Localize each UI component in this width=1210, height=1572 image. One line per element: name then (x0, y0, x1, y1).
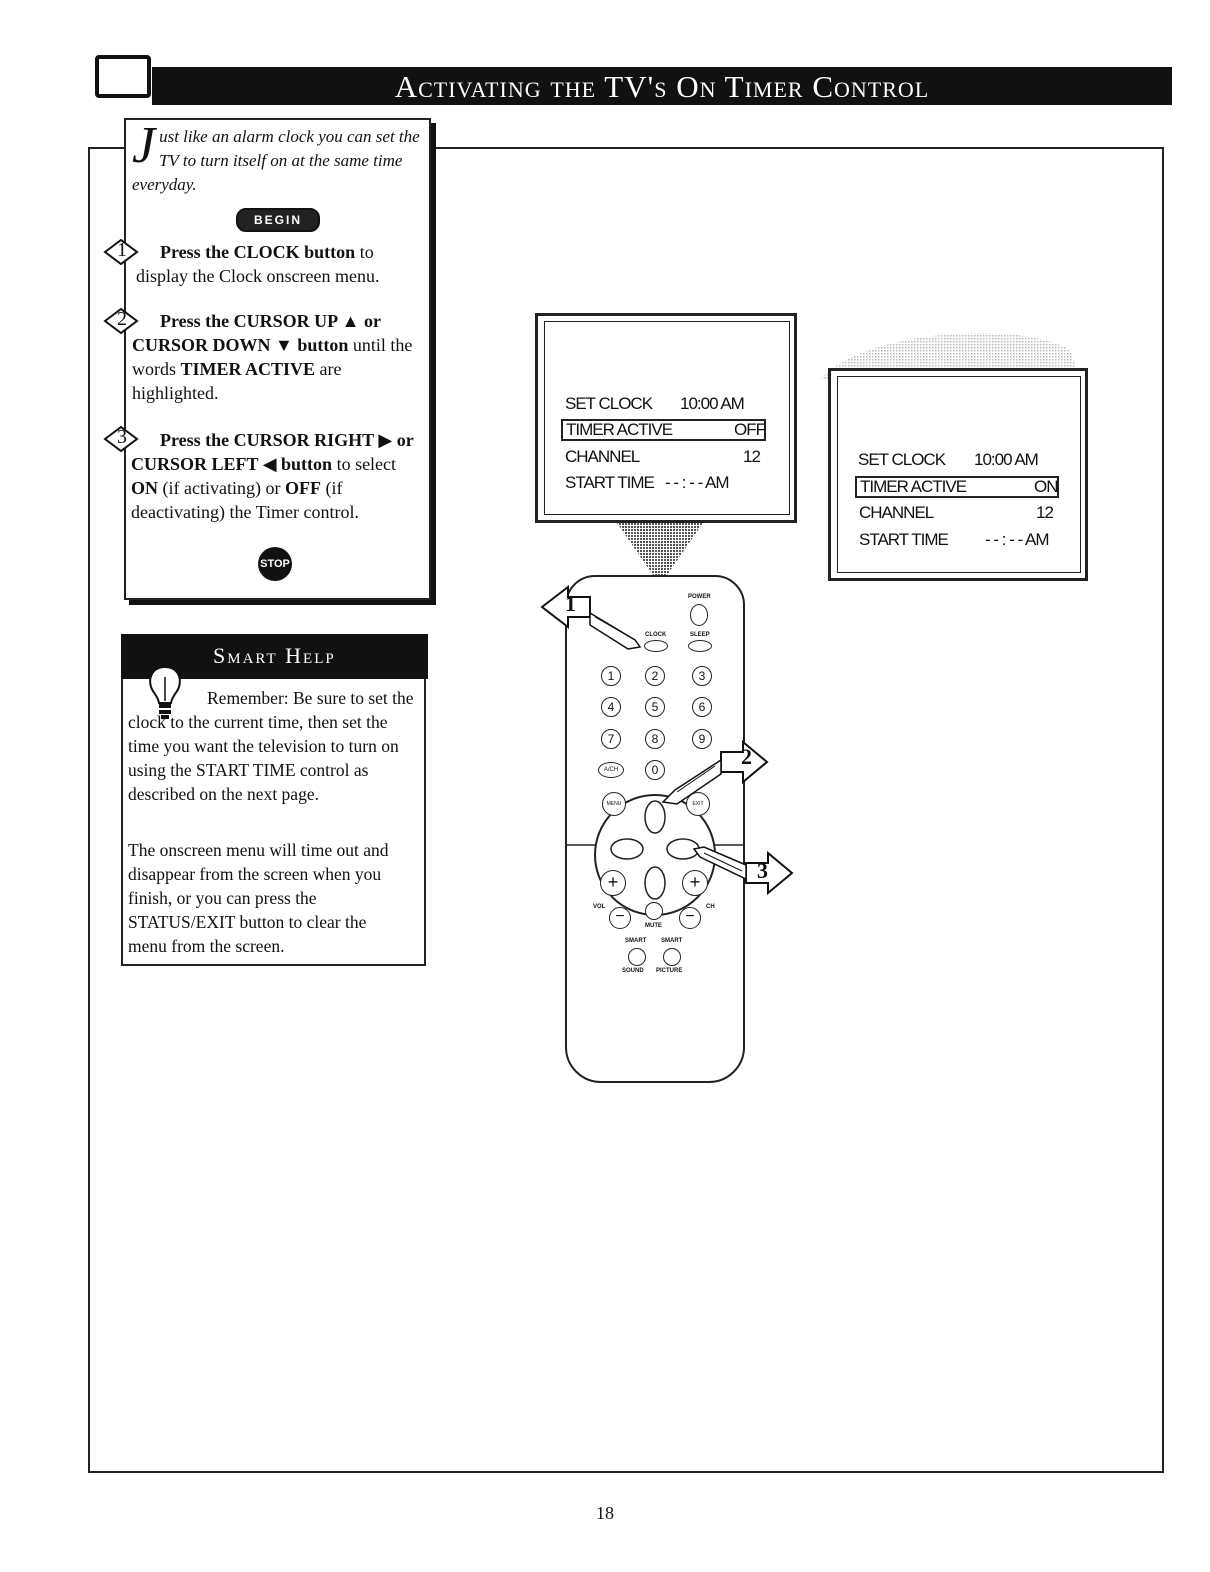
screen-1-row-value: - - : - - AM (665, 473, 729, 492)
screen-beam (610, 520, 710, 580)
screen-2-row-label: SET CLOCK (858, 450, 946, 469)
menu-button[interactable]: MENU (602, 792, 626, 816)
step-2-bold: Press the CURSOR UP ▲ or CURSOR DOWN ▼ button (132, 311, 381, 355)
digit-8-button[interactable]: 8 (645, 729, 665, 749)
step-3-bold2: ON (131, 478, 158, 498)
digit-5-button[interactable]: 5 (645, 697, 665, 717)
step-3-bold3: OFF (284, 478, 321, 498)
power-label: POWER (688, 594, 711, 600)
step-2-rest: until the words (132, 335, 413, 379)
power-button[interactable] (690, 604, 708, 626)
stop-icon: STOP (258, 547, 292, 581)
smart-help-paragraph-2: The onscreen menu will time out and disappear from the screen when you finish, or you can press the STATUS/EXIT button to clear the menu from the screen. (128, 840, 389, 956)
smart-help-title: Smart Help (213, 643, 336, 668)
step-2-text (132, 309, 422, 405)
digit-1-button[interactable]: 1 (601, 666, 621, 686)
channel-down-button[interactable]: − (679, 907, 701, 929)
callout-1-number: 1 (565, 591, 576, 616)
digit-4-button[interactable]: 4 (601, 697, 621, 717)
screen-1-row-value: OFF (734, 420, 765, 439)
screen-1-row-label: SET CLOCK (565, 394, 653, 413)
screen-2-row-value: ON (1034, 477, 1058, 496)
clock-label: CLOCK (645, 632, 667, 638)
step-2-rest2: are highlighted. (132, 359, 342, 403)
screen-2-row-label: START TIME (859, 530, 948, 549)
ch-label: CH (706, 904, 715, 910)
channel-up-button[interactable]: + (682, 870, 708, 896)
screen-1-row-label: START TIME (565, 473, 654, 492)
screen-2-row-value: - - : - - AM (985, 530, 1049, 549)
sound-label: SOUND (622, 968, 644, 974)
callout-2-number: 2 (741, 744, 752, 769)
step-1-number: 1 (117, 239, 127, 261)
smart-sound-label-top: SMART (625, 938, 647, 944)
callout-3-number: 3 (757, 858, 768, 883)
smart-sound-button[interactable] (628, 948, 646, 966)
sleep-label: SLEEP (690, 632, 710, 638)
step-1-rest: to display the Clock onscreen menu. (136, 242, 380, 286)
digit-9-button[interactable]: 9 (692, 729, 712, 749)
picture-label: PICTURE (656, 968, 683, 974)
digit-0-button[interactable]: 0 (645, 760, 665, 780)
page-title: Activating the TV's On Timer Control (152, 67, 1172, 105)
tv-icon (95, 55, 151, 98)
screen-1-row-label: CHANNEL (565, 447, 640, 466)
screen-2-row-label: CHANNEL (859, 503, 934, 522)
step-2-number: 2 (117, 308, 127, 330)
step-1-text (136, 240, 421, 288)
digit-3-button[interactable]: 3 (692, 666, 712, 686)
screen-2-row-value: 10:00 AM (974, 450, 1038, 469)
step-3-rest2: (if activating) or (158, 478, 285, 498)
smart-picture-label-top: SMART (661, 938, 683, 944)
screen-1-row-value: 10:00 AM (680, 394, 744, 413)
screen-2-row-value: 12 (1036, 503, 1053, 522)
step-3-text (131, 428, 423, 524)
step-3-bold: Press the CURSOR RIGHT ▶ or CURSOR LEFT ◀ button (131, 430, 414, 474)
smart-help-paragraph-1: Remember: Be sure to set the clock to the current time, then set the time you want the television to turn on using the START TIME control as described on the next page. (128, 688, 414, 804)
callout-3-arrow-icon (690, 835, 795, 895)
intro-paragraph (132, 117, 424, 197)
step-3-rest3: (if deactivating) the Timer control. (131, 478, 359, 522)
av-channel-button[interactable]: A/CH (598, 762, 624, 778)
sleep-button[interactable] (688, 640, 712, 652)
digit-2-button[interactable]: 2 (645, 666, 665, 686)
callout-2-arrow-icon (655, 740, 770, 810)
screen-1-row-label: TIMER ACTIVE (566, 420, 673, 439)
screen-2-row-label: TIMER ACTIVE (860, 477, 967, 496)
step-1-bold: Press the CLOCK button (160, 242, 356, 262)
step-3-rest: to select (332, 454, 397, 474)
callout-1-arrow-icon (540, 585, 650, 655)
begin-badge: BEGIN (236, 208, 320, 232)
intro-text: ust like an alarm clock you can set the TV to turn itself on at the same time everyday. (132, 127, 420, 194)
mute-button[interactable] (645, 902, 663, 920)
vol-label: VOL (593, 904, 606, 910)
smart-picture-button[interactable] (663, 948, 681, 966)
page-number: 18 (596, 1503, 614, 1523)
mute-label: MUTE (645, 923, 662, 929)
step-3-number: 3 (117, 426, 127, 448)
digit-7-button[interactable]: 7 (601, 729, 621, 749)
intro-dropcap: J (132, 117, 156, 174)
volume-down-button[interactable]: − (609, 907, 631, 929)
exit-button[interactable]: EXIT (686, 792, 710, 816)
volume-up-button[interactable]: + (600, 870, 626, 896)
screen-1-row-value: 12 (743, 447, 760, 466)
digit-6-button[interactable]: 6 (692, 697, 712, 717)
step-2-bold2: TIMER ACTIVE (180, 359, 316, 379)
